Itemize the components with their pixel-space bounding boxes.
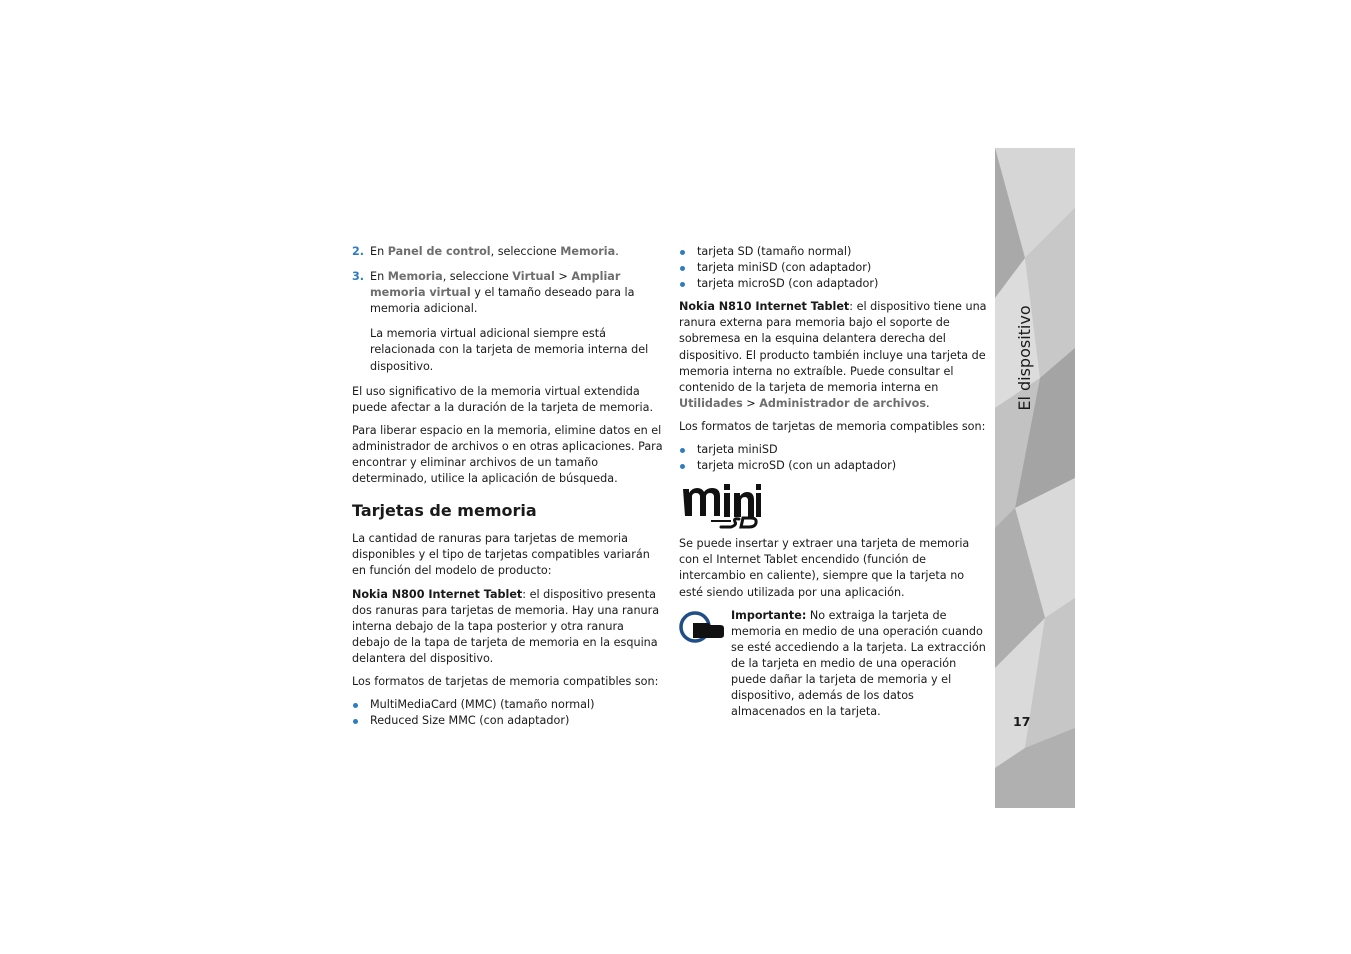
list-item: Reduced Size MMC (con adaptador): [352, 713, 664, 729]
step-3: 3. En Memoria, seleccione Virtual > Ampliar memoria virtual y el tamaño deseado para la memoria adicional.: [352, 270, 635, 316]
ui-term-memoria: Memoria: [387, 270, 443, 284]
right-column: [679, 244, 989, 720]
minisd-logo-icon: [681, 481, 763, 529]
n800-format-list-continued: [679, 244, 989, 292]
step-number: 2.: [352, 245, 365, 258]
chapter-side-tab: [995, 148, 1075, 808]
left-column: [352, 244, 664, 736]
crystal-pattern-background: [995, 148, 1075, 808]
section-heading: Tarjetas de memoria: [352, 501, 537, 521]
ui-term-administrador-de-archivos: Administrador de archivos: [759, 396, 927, 410]
n810-label: Nokia N810 Internet Tablet: [679, 300, 850, 314]
ui-term-panel-de-control: Panel de control: [387, 245, 491, 258]
ui-term-ampliar-memoria-virtual: Ampliar memoria virtual: [370, 270, 621, 300]
ui-term-virtual: Virtual: [512, 270, 555, 284]
step-number: 3.: [352, 270, 365, 284]
list-item: MultiMediaCard (MMC) (tamaño normal): [352, 697, 664, 713]
important-text: No extraiga la tarjeta de memoria en medio de una operación cuando se esté accediendo a la tarjeta. La extracción de la tarjeta en medio de una operación puede dañar la tarjeta de memoria y el dispositivo, además de los datos almacenados en la tarjeta.: [731, 608, 986, 719]
list-item: tarjeta microSD (con adaptador): [679, 276, 989, 292]
warning-hand-icon: [679, 610, 727, 646]
chapter-title: El dispositivo: [1015, 305, 1034, 411]
formats-intro: Los formatos de tarjetas de memoria compatibles son:: [352, 674, 659, 688]
important-notice: [679, 608, 989, 721]
paragraph-card-slots: La cantidad de ranuras para tarjetas de memoria disponibles y el tipo de tarjetas compatibles variarán en función del modelo de producto:: [352, 532, 650, 578]
formats-intro: Los formatos de tarjetas de memoria compatibles son:: [679, 419, 986, 433]
paragraph-n800: Nokia N800 Internet Tablet: el dispositivo presenta dos ranuras para tarjetas de memoria. Hay una ranura interna debajo de la tapa posterior y otra ranura debajo de la tapa de tarjeta de memoria en la esquina delantera del dispositivo.: [352, 587, 660, 665]
paragraph-free-space: Para liberar espacio en la memoria, elimine datos en el administrador de archivos o en otras aplicaciones. Para encontrar y eliminar archivos de un tamaño determinado, utilice la aplicación de búsqueda.: [352, 423, 663, 486]
paragraph-hot-swap: Se puede insertar y extraer una tarjeta de memoria con el Internet Tablet encendido (función de intercambio en caliente), siempre que la tarjeta no esté siendo utilizada por una aplicación.: [679, 537, 970, 599]
step-2: 2. En Panel de control, seleccione Memoria.: [352, 244, 664, 260]
page-number: 17: [1013, 714, 1031, 729]
list-item: tarjeta SD (tamaño normal): [679, 244, 989, 260]
paragraph-virtual-memory-usage: El uso significativo de la memoria virtual extendida puede afectar a la duración de la tarjeta de memoria.: [352, 384, 654, 414]
step-3-note: La memoria virtual adicional siempre está relacionada con la tarjeta de memoria interna del dispositivo.: [370, 327, 649, 373]
list-item: tarjeta miniSD: [679, 442, 989, 458]
list-item: tarjeta miniSD (con adaptador): [679, 260, 989, 276]
important-label: Importante:: [731, 608, 807, 622]
ui-term-memoria: Memoria: [560, 245, 616, 258]
ui-term-utilidades: Utilidades: [679, 396, 743, 410]
n810-format-list: [679, 442, 989, 474]
n800-label: Nokia N800 Internet Tablet: [352, 587, 523, 601]
n800-format-list: [352, 697, 664, 729]
list-item: tarjeta microSD (con un adaptador): [679, 458, 989, 474]
paragraph-n810: Nokia N810 Internet Tablet: el dispositivo tiene una ranura externa para memoria bajo el soporte de sobremesa en la esquina delantera derecha del dispositivo. El producto también incluye una tarjeta de memoria interna no extraíble. Puede consultar el contenido de la tarjeta de memoria interna en Utilidades > Administrador de archivos.: [679, 300, 987, 410]
